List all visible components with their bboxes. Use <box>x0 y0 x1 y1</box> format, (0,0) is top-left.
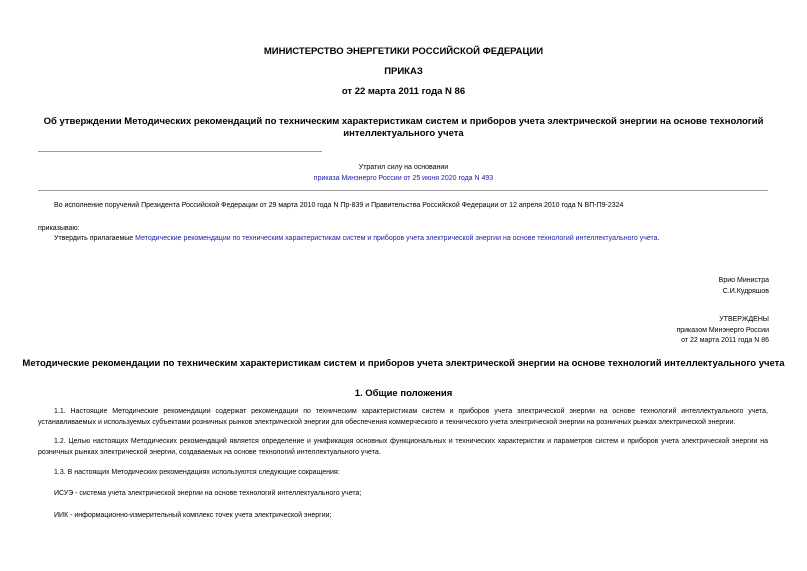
order-word: приказываю: <box>38 225 80 232</box>
order-title-line2: интеллектуального учета <box>343 128 464 139</box>
repeal-notice: Утратил силу на основании <box>358 164 449 171</box>
approve-text: Утвердить прилагаемые <box>54 235 136 242</box>
paragraph-1-1 <box>38 407 768 428</box>
paragraph-1-2-line2: розничных рынках электрической энергии, создаваемых на основе технологий интеллектуального учета. <box>38 448 381 456</box>
approved-by: приказом Минэнерго России <box>676 326 769 334</box>
paragraph-1-2 <box>38 437 768 458</box>
abbreviation-isue: ИСУЭ - система учета электрической энергии на основе технологий интеллектуального учета; <box>54 490 362 497</box>
recommendations-link[interactable]: Методические рекомендации по техническим характеристикам систем и приборов учета электрической энергии на основе технологий интеллектуального учета <box>135 235 658 242</box>
preamble-text: Во исполнение поручений Президента Российской Федерации от 29 марта 2010 года N Пр-839 и Правительства Российской Федерации от 12 апреля 2010 года N ВП-П9-2324 <box>54 202 624 209</box>
short-divider <box>38 151 322 152</box>
order-title-line1: Об утверждении Методических рекомендаций по техническим характеристикам систем и приборов учета электрической энергии на основе технологий <box>43 116 764 127</box>
signature-block <box>719 276 769 297</box>
approve-end: . <box>657 235 660 242</box>
abbreviation-iik: ИИК - информационно-измерительный комплекс точек учета электрической энергии; <box>54 512 332 519</box>
approve-paragraph <box>54 235 660 242</box>
section-title: 1. Общие положения <box>354 388 453 399</box>
approved-label: УТВЕРЖДЕНЫ <box>719 316 769 323</box>
signature-name: С.И.Кудряшов <box>722 287 769 295</box>
doc-type-heading: ПРИКАЗ <box>384 66 423 77</box>
approved-date: от 22 марта 2011 года N 86 <box>681 337 769 345</box>
repeal-link[interactable]: приказа Минэнерго России от 25 июня 2020 года N 493 <box>313 175 494 182</box>
paragraph-1-1-line1: 1.1. Настоящие Методические рекомендации содержат рекомендации по техническим характеристикам систем и приборов учета электрической энергии на основе технологий интеллектуального учета, <box>54 408 768 415</box>
doc-date-heading: от 22 марта 2011 года N 86 <box>341 86 466 97</box>
paragraph-1-1-line2: устанавливаемых и используемых субъектами розничных рынков электрической энергии для обеспечения коммерческого и технического учета электрической энергии на розничных рынках электрической энергии. <box>38 418 736 426</box>
approved-block <box>676 315 769 347</box>
recommendations-title: Методические рекомендации по техническим характеристикам систем и приборов учета электрической энергии на основе технологий интеллектуального учета <box>22 358 785 369</box>
paragraph-1-3: 1.3. В настоящих Методических рекомендациях используются следующие сокращения: <box>54 469 340 476</box>
paragraph-1-2-line1: 1.2. Целью настоящих Методических рекомендаций является определение и унификация основных функциональных и технических характеристик и параметров систем и приборов учета электрической энергии на <box>54 438 768 445</box>
signature-position: Врио Министра <box>718 277 769 284</box>
full-divider <box>38 190 768 191</box>
ministry-heading: МИНИСТЕРСТВО ЭНЕРГЕТИКИ РОССИЙСКОЙ ФЕДЕРАЦИИ <box>263 46 544 57</box>
